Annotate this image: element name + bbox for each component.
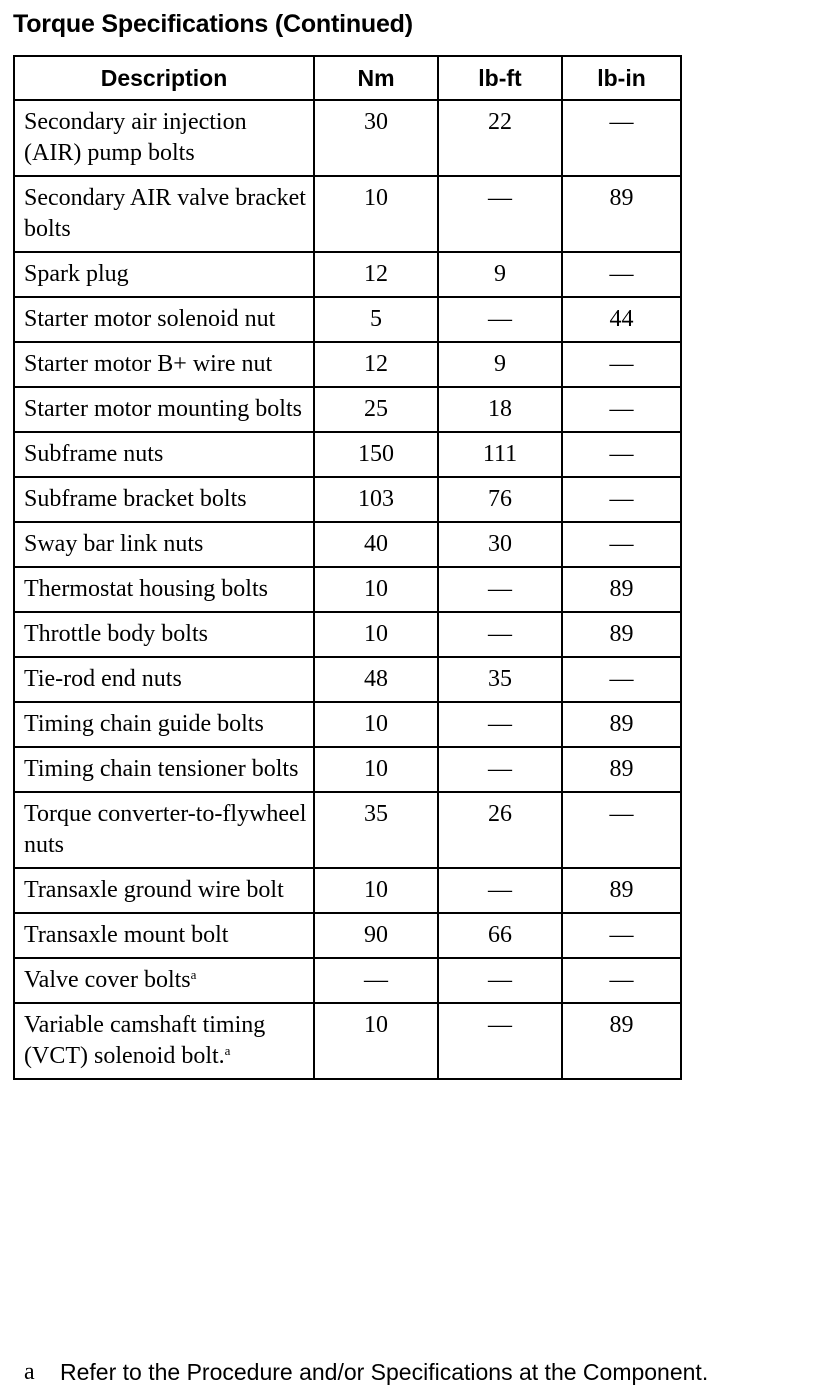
cell-lb-in: 89 bbox=[562, 612, 681, 657]
cell-nm: 40 bbox=[314, 522, 438, 567]
cell-lb-in: — bbox=[562, 958, 681, 1003]
cell-nm: 35 bbox=[314, 792, 438, 868]
cell-description bbox=[14, 1003, 314, 1079]
cell-lb-in: — bbox=[562, 913, 681, 958]
cell-lb-in: 89 bbox=[562, 176, 681, 252]
description-text: Valve cover bolts bbox=[24, 967, 191, 993]
cell-nm: 25 bbox=[314, 387, 438, 432]
cell-nm: 10 bbox=[314, 612, 438, 657]
cell-description: Spark plug bbox=[14, 252, 314, 297]
cell-lb-in: — bbox=[562, 342, 681, 387]
cell-nm: 12 bbox=[314, 252, 438, 297]
cell-nm: 12 bbox=[314, 342, 438, 387]
table-row bbox=[14, 522, 681, 567]
cell-description: Starter motor mounting bolts bbox=[14, 387, 314, 432]
cell-nm: 103 bbox=[314, 477, 438, 522]
cell-nm: 10 bbox=[314, 176, 438, 252]
cell-description: Thermostat housing bolts bbox=[14, 567, 314, 612]
cell-lb-in: — bbox=[562, 432, 681, 477]
cell-nm: 48 bbox=[314, 657, 438, 702]
cell-lb-ft: 111 bbox=[438, 432, 562, 477]
cell-nm: 10 bbox=[314, 1003, 438, 1079]
cell-lb-ft: 26 bbox=[438, 792, 562, 868]
cell-description: Torque converter-to-flywheel nuts bbox=[14, 792, 314, 868]
cell-lb-ft: 76 bbox=[438, 477, 562, 522]
footnote-reference: a bbox=[224, 1043, 231, 1058]
table-row bbox=[14, 252, 681, 297]
cell-lb-in: — bbox=[562, 522, 681, 567]
table-row bbox=[14, 1003, 681, 1079]
table-row bbox=[14, 297, 681, 342]
cell-description: Subframe bracket bolts bbox=[14, 477, 314, 522]
cell-lb-ft: — bbox=[438, 747, 562, 792]
footnote-marker: a bbox=[24, 1359, 35, 1385]
cell-lb-ft: 35 bbox=[438, 657, 562, 702]
cell-lb-in: — bbox=[562, 477, 681, 522]
cell-lb-ft: 9 bbox=[438, 252, 562, 297]
table-row bbox=[14, 868, 681, 913]
cell-lb-ft: — bbox=[438, 297, 562, 342]
cell-lb-ft: 66 bbox=[438, 913, 562, 958]
table-row bbox=[14, 432, 681, 477]
table-row bbox=[14, 176, 681, 252]
cell-description: Transaxle ground wire bolt bbox=[14, 868, 314, 913]
cell-lb-in: — bbox=[562, 100, 681, 176]
header-lb-in: lb-in bbox=[562, 56, 681, 100]
footnote-text: Refer to the Procedure and/or Specifications at the Component. bbox=[60, 1359, 709, 1385]
cell-description: Secondary air injection (AIR) pump bolts bbox=[14, 100, 314, 176]
cell-nm: — bbox=[314, 958, 438, 1003]
table-row bbox=[14, 792, 681, 868]
table-row bbox=[14, 747, 681, 792]
table-header-row bbox=[14, 56, 681, 100]
cell-lb-in: 89 bbox=[562, 868, 681, 913]
cell-lb-ft: 9 bbox=[438, 342, 562, 387]
footnote bbox=[24, 1355, 824, 1389]
cell-lb-ft: 22 bbox=[438, 100, 562, 176]
cell-lb-ft: 30 bbox=[438, 522, 562, 567]
cell-lb-ft: — bbox=[438, 702, 562, 747]
torque-spec-table bbox=[13, 55, 682, 1080]
cell-description: Tie-rod end nuts bbox=[14, 657, 314, 702]
cell-lb-ft: 18 bbox=[438, 387, 562, 432]
cell-nm: 90 bbox=[314, 913, 438, 958]
cell-description bbox=[14, 958, 314, 1003]
description-text: Variable camshaft timing (VCT) solenoid bolt. bbox=[24, 1012, 266, 1069]
cell-description: Throttle body bolts bbox=[14, 612, 314, 657]
table-row bbox=[14, 342, 681, 387]
cell-lb-ft: — bbox=[438, 868, 562, 913]
cell-lb-in: 44 bbox=[562, 297, 681, 342]
header-lb-ft: lb-ft bbox=[438, 56, 562, 100]
cell-lb-ft: — bbox=[438, 567, 562, 612]
table-row bbox=[14, 612, 681, 657]
cell-description: Subframe nuts bbox=[14, 432, 314, 477]
cell-lb-ft: — bbox=[438, 176, 562, 252]
cell-lb-in: — bbox=[562, 792, 681, 868]
cell-description: Timing chain guide bolts bbox=[14, 702, 314, 747]
table-row bbox=[14, 477, 681, 522]
cell-lb-in: 89 bbox=[562, 702, 681, 747]
cell-description: Sway bar link nuts bbox=[14, 522, 314, 567]
cell-nm: 10 bbox=[314, 702, 438, 747]
table-row bbox=[14, 958, 681, 1003]
cell-lb-ft: — bbox=[438, 1003, 562, 1079]
page-title: Torque Specifications (Continued) bbox=[13, 10, 413, 38]
cell-description: Timing chain tensioner bolts bbox=[14, 747, 314, 792]
cell-lb-in: — bbox=[562, 387, 681, 432]
cell-description: Secondary AIR valve bracket bolts bbox=[14, 176, 314, 252]
cell-description: Starter motor B+ wire nut bbox=[14, 342, 314, 387]
cell-lb-in: 89 bbox=[562, 1003, 681, 1079]
cell-description: Transaxle mount bolt bbox=[14, 913, 314, 958]
cell-lb-ft: — bbox=[438, 958, 562, 1003]
cell-nm: 150 bbox=[314, 432, 438, 477]
table-row bbox=[14, 913, 681, 958]
table-row bbox=[14, 567, 681, 612]
cell-lb-in: — bbox=[562, 657, 681, 702]
table-row bbox=[14, 657, 681, 702]
cell-nm: 10 bbox=[314, 567, 438, 612]
table-row bbox=[14, 100, 681, 176]
cell-lb-in: 89 bbox=[562, 747, 681, 792]
cell-lb-in: — bbox=[562, 252, 681, 297]
cell-lb-in: 89 bbox=[562, 567, 681, 612]
table-row bbox=[14, 387, 681, 432]
cell-description: Starter motor solenoid nut bbox=[14, 297, 314, 342]
cell-lb-ft: — bbox=[438, 612, 562, 657]
cell-nm: 30 bbox=[314, 100, 438, 176]
cell-nm: 10 bbox=[314, 747, 438, 792]
header-description: Description bbox=[14, 56, 314, 100]
cell-nm: 5 bbox=[314, 297, 438, 342]
cell-nm: 10 bbox=[314, 868, 438, 913]
header-nm: Nm bbox=[314, 56, 438, 100]
footnote-reference: a bbox=[190, 967, 197, 982]
table-row bbox=[14, 702, 681, 747]
